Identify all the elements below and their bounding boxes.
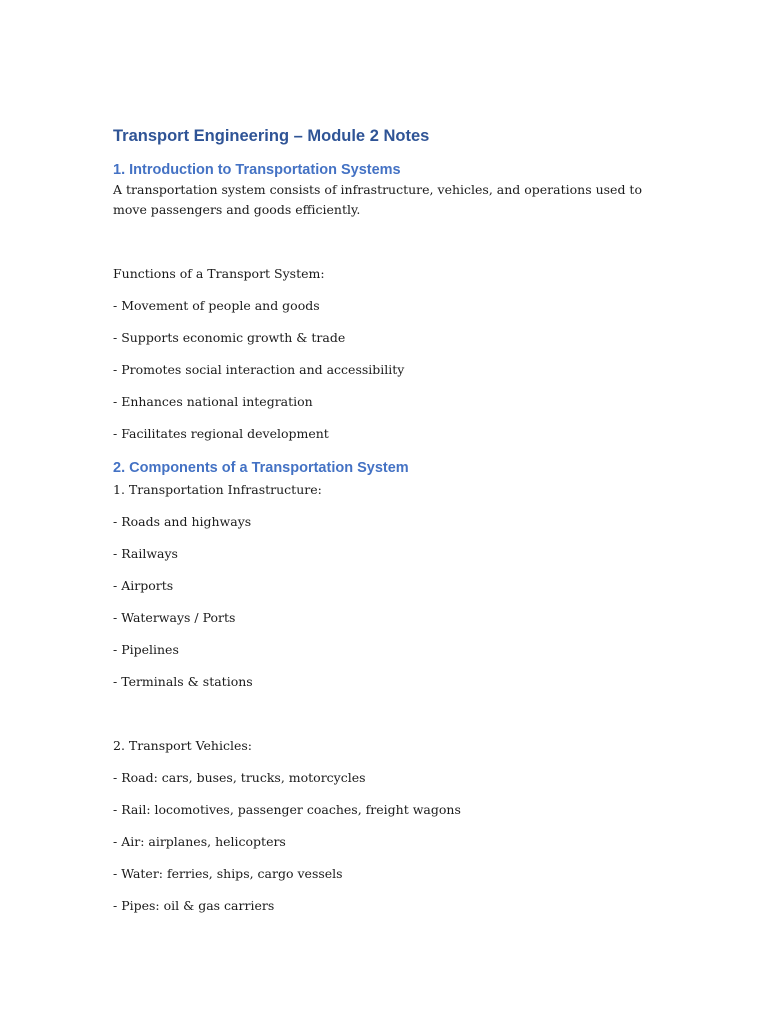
functions-label: Functions of a Transport System:: [113, 266, 325, 281]
infrastructure-label: 1. Transportation Infrastructure:: [113, 482, 322, 497]
list-item: - Supports economic growth & trade: [113, 330, 346, 345]
list-item: - Airports: [113, 578, 174, 593]
list-item: - Movement of people and goods: [113, 298, 320, 313]
list-item: - Waterways / Ports: [113, 610, 236, 625]
section-1-heading: 1. Introduction to Transportation Systems: [113, 162, 401, 178]
list-item: - Roads and highways: [113, 514, 252, 529]
list-item: - Enhances national integration: [113, 394, 313, 409]
section-2-heading: 2. Components of a Transportation System: [113, 460, 409, 476]
list-item: - Facilitates regional development: [113, 426, 329, 441]
list-item: - Road: cars, buses, trucks, motorcycles: [113, 770, 366, 785]
document-body: [113, 124, 673, 916]
section-1-intro-paragraph: A transportation system consists of infrastructure, vehicles, and operations used to move passengers and goods efficiently.: [113, 182, 642, 217]
list-item: - Water: ferries, ships, cargo vessels: [113, 866, 343, 881]
list-item: - Terminals & stations: [113, 674, 253, 689]
document-title: Transport Engineering – Module 2 Notes: [113, 127, 430, 145]
list-item: - Rail: locomotives, passenger coaches, freight wagons: [113, 802, 461, 817]
list-item: - Railways: [113, 546, 178, 561]
list-item: - Promotes social interaction and accessibility: [113, 362, 405, 377]
list-item: - Pipelines: [113, 642, 179, 657]
list-item: - Pipes: oil & gas carriers: [113, 898, 275, 913]
vehicles-label: 2. Transport Vehicles:: [113, 738, 252, 753]
list-item: - Air: airplanes, helicopters: [113, 834, 286, 849]
